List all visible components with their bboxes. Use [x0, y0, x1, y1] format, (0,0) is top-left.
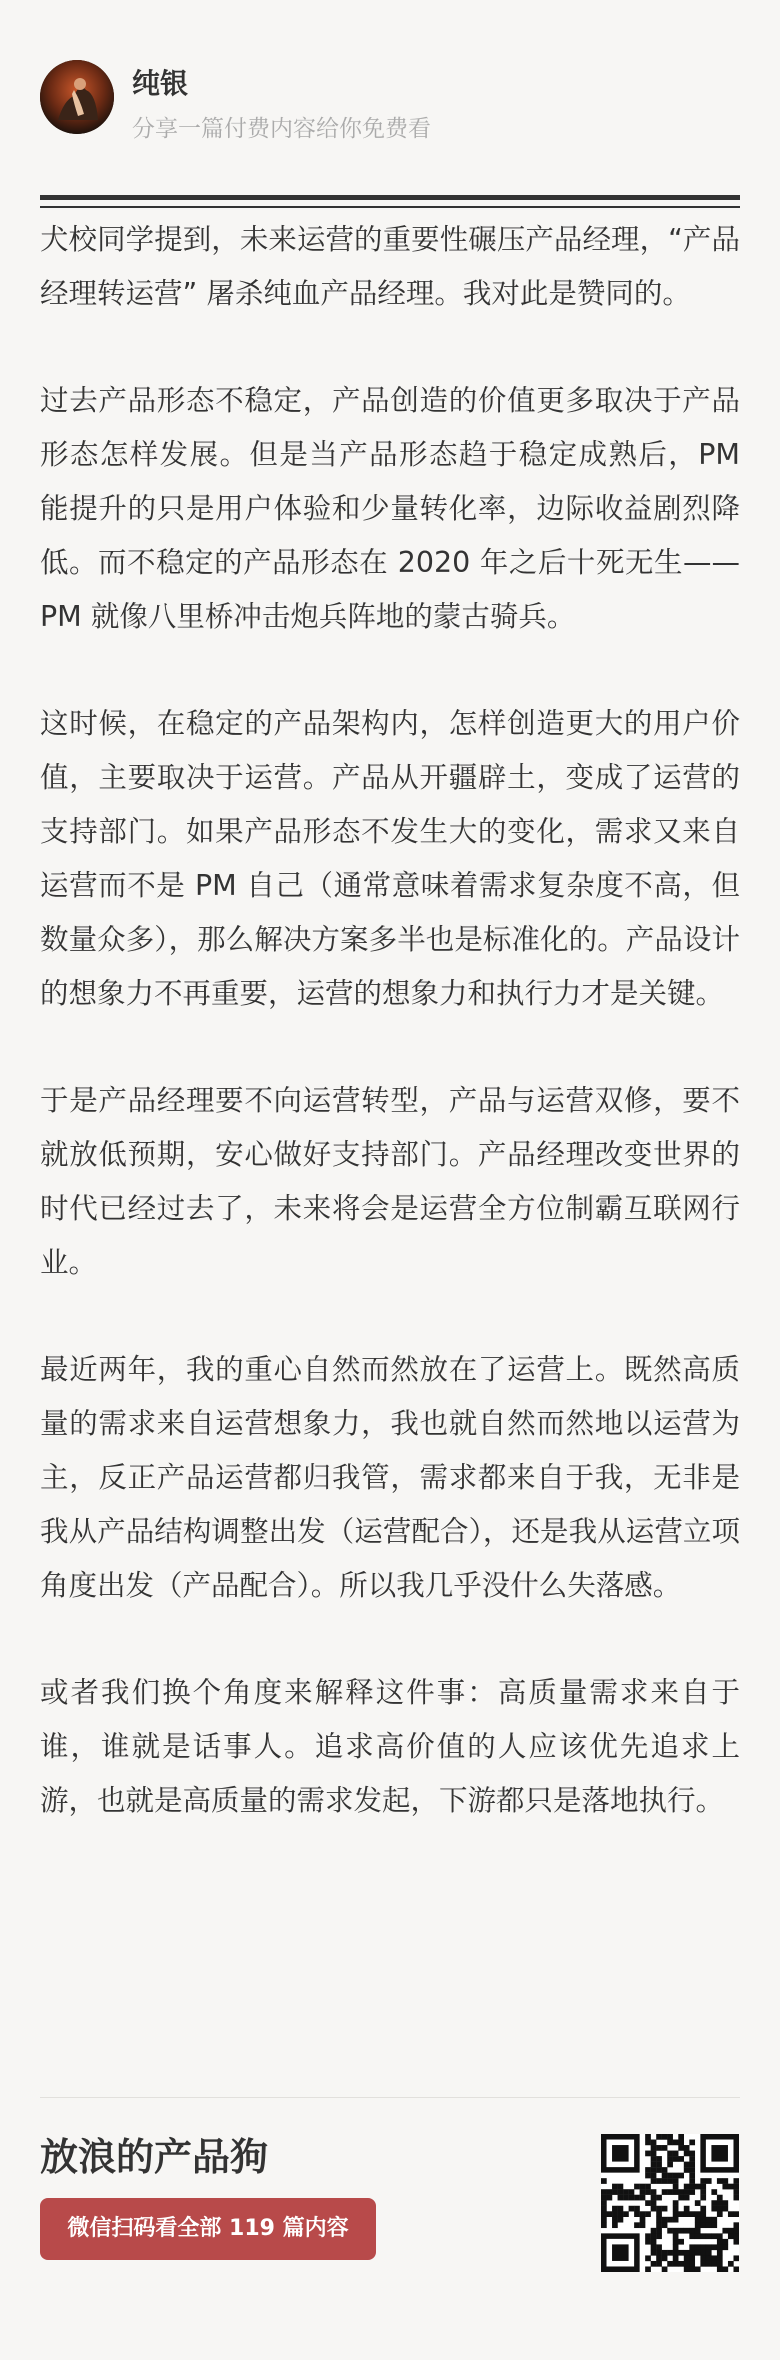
author-name: 纯银: [132, 67, 189, 100]
article-paragraph: 或者我们换个角度来解释这件事：高质量需求来自于谁，谁就是话事人。追求高价值的人应该优先追求上游，也就是高质量的需求发起，下游都只是落地执行。: [40, 1676, 740, 1817]
qr-code-icon[interactable]: [601, 2134, 739, 2272]
footer-divider: [40, 2097, 740, 2098]
column-title: 放浪的产品狗: [40, 2135, 269, 2179]
header-divider-thick: [40, 195, 740, 200]
header-divider-thin: [40, 206, 740, 208]
article-paragraph: 于是产品经理要不向运营转型，产品与运营双修，要不就放低预期，安心做好支持部门。产品经理改变世界的时代已经过去了，未来将会是运营全方位制霸互联网行业。: [40, 1084, 740, 1279]
author-subtitle: 分享一篇付费内容给你免费看: [132, 116, 431, 142]
article-paragraph: 这时候，在稳定的产品架构内，怎样创造更大的用户价值，主要取决于运营。产品从开疆辟土，变成了运营的支持部门。如果产品形态不发生大的变化，需求又来自运营而不是 PM 自己（通常意味着需求复杂度不高，但数量众多），那么解决方案多半也是标准化的。产品设计的想象力不再重要，运营的想象力和执行力才是关键。: [40, 707, 740, 1010]
article-body: [40, 213, 740, 1881]
author-header: [40, 60, 740, 140]
scan-to-read-button[interactable]: 微信扫码看全部 119 篇内容: [40, 2198, 376, 2260]
article-paragraph: 犬校同学提到，未来运营的重要性碾压产品经理，“产品经理转运营” 屠杀纯血产品经理。我对此是赞同的。: [40, 223, 740, 310]
article-paragraph: 过去产品形态不稳定，产品创造的价值更多取决于产品形态怎样发展。但是当产品形态趋于稳定成熟后，PM 能提升的只是用户体验和少量转化率，边际收益剧烈降低。而不稳定的产品形态在 2020 年之后十死无生——PM 就像八里桥冲击炮兵阵地的蒙古骑兵。: [40, 384, 740, 633]
article-paragraph: 最近两年，我的重心自然而然放在了运营上。既然高质量的需求来自运营想象力，我也就自然而然地以运营为主，反正产品运营都归我管，需求都来自于我，无非是我从产品结构调整出发（运营配合），还是我从运营立项角度出发（产品配合）。所以我几乎没什么失落感。: [40, 1353, 740, 1602]
avatar[interactable]: [40, 60, 114, 134]
